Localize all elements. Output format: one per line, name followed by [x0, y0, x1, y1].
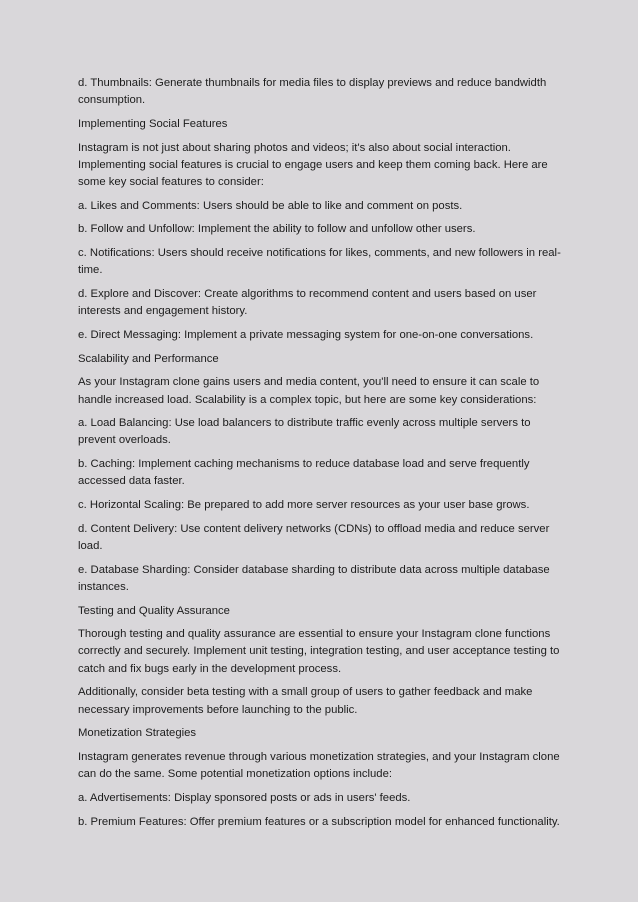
paragraph-premium-features: b. Premium Features: Offer premium features or a subscription model for enhanced functionality.: [78, 815, 560, 828]
paragraph-scalability-intro: As your Instagram clone gains users and media content, you'll need to ensure it can scale to handle increased load. Scalability is a complex topic, but here are some key considerations:: [78, 376, 540, 406]
heading-monetization-strategies: Monetization Strategies: [78, 727, 197, 740]
paragraph-follow-unfollow: b. Follow and Unfollow: Implement the ability to follow and unfollow other users.: [78, 223, 476, 236]
heading-implementing-social-features: Implementing Social Features: [78, 117, 228, 130]
paragraph-likes-comments: a. Likes and Comments: Users should be able to like and comment on posts.: [78, 199, 463, 212]
paragraph-database-sharding: e. Database Sharding: Consider database sharding to distribute data across multiple database instances.: [78, 563, 550, 593]
heading-testing-quality-assurance: Testing and Quality Assurance: [78, 604, 230, 617]
paragraph-caching: b. Caching: Implement caching mechanisms to reduce database load and serve frequently accessed data faster.: [78, 458, 530, 488]
paragraph-monetization-intro: Instagram generates revenue through various monetization strategies, and your Instagram clone can do the same. Some potential monetization options include:: [78, 751, 560, 781]
paragraph-explore-discover: d. Explore and Discover: Create algorithms to recommend content and users based on user interests and engagement history.: [78, 288, 537, 318]
paragraph-content-delivery: d. Content Delivery: Use content delivery networks (CDNs) to offload media and reduce server load.: [78, 522, 550, 552]
paragraph-beta-testing: Additionally, consider beta testing with a small group of users to gather feedback and make necessary improvements before launching to the public.: [78, 686, 533, 716]
paragraph-horizontal-scaling: c. Horizontal Scaling: Be prepared to add more server resources as your user base grows.: [78, 499, 530, 512]
document-body: [78, 75, 564, 837]
paragraph-load-balancing: a. Load Balancing: Use load balancers to distribute traffic evenly across multiple servers to prevent overloads.: [78, 417, 531, 447]
paragraph-notifications: c. Notifications: Users should receive notifications for likes, comments, and new followers in real-time.: [78, 247, 561, 277]
paragraph-testing-intro: Thorough testing and quality assurance are essential to ensure your Instagram clone functions correctly and securely. Implement unit testing, integration testing, and user acceptance testing to catch and fix bugs early in the development process.: [78, 628, 560, 675]
paragraph-advertisements: a. Advertisements: Display sponsored posts or ads in users' feeds.: [78, 791, 411, 804]
heading-scalability-performance: Scalability and Performance: [78, 352, 219, 365]
paragraph-social-intro: Instagram is not just about sharing photos and videos; it's also about social interaction. Implementing social features is crucial to engage users and keep them coming back. Here are some key social features to consider:: [78, 141, 548, 189]
paragraph-thumbnails: d. Thumbnails: Generate thumbnails for media files to display previews and reduce bandwidth consumption.: [78, 77, 547, 107]
paragraph-direct-messaging: e. Direct Messaging: Implement a private messaging system for one-on-one conversations.: [78, 328, 534, 341]
